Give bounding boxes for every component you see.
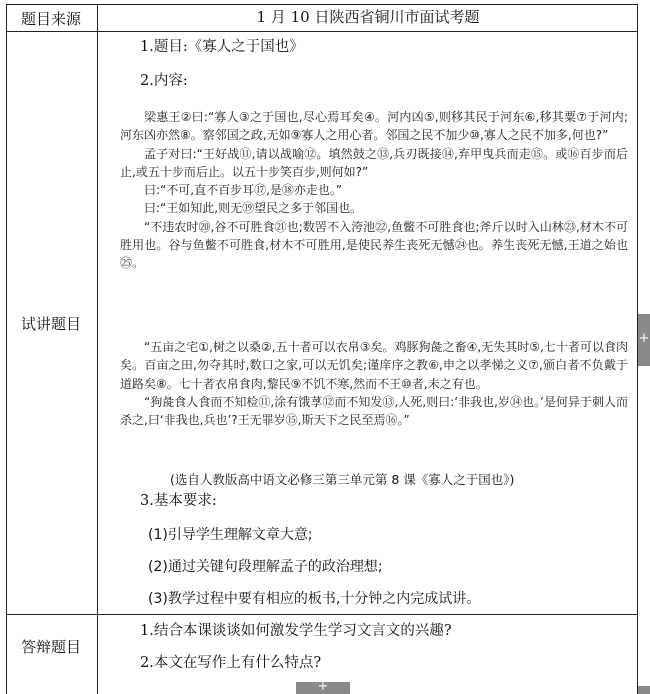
table-column-divider: [97, 4, 98, 694]
passage-paragraph: 梁惠王②曰:“寡人③之于国也,尽心焉耳矣④。河内凶⑤,则移其民于河东⑥,移其粟⑦于河内;河东凶亦然⑧。察邻国之政,无如⑨寡人之用心者。邻国之民不加少⑩,寡人之民不加多,何也?”: [120, 110, 628, 143]
passage-paragraph: 孟子对曰:“王好战⑪,请以战喻⑫。填然鼓之⑬,兵刃既接⑭,弃甲曳兵而走⑮。或⑯百步而后止,或五十步而后止。以五十步笑百步,则何如?”: [120, 146, 628, 179]
table-border-top: [6, 4, 638, 5]
passage-paragraph: 曰:“王如知此,则无⑲望民之多于邻国也。: [144, 201, 363, 216]
lecture-content-heading: 2.内容:: [140, 73, 188, 89]
plus-icon: +: [317, 679, 329, 694]
table-row-divider-2: [6, 614, 638, 615]
passage-paragraph: “不违农时⑳,谷不可胜食㉑也;数罟不入洿池㉒,鱼鳖不可胜食也;斧斤以时入山林㉓,材木不可胜用也。谷与鱼鳖不可胜食,材木不可胜用,是使民养生丧死无憾㉔也。养生丧死无憾,王道之始也㉕。: [120, 219, 628, 271]
bottom-expand-handle[interactable]: [296, 679, 350, 694]
defense-label: 答辩题目: [20, 638, 81, 656]
side-expand-handle[interactable]: [638, 314, 650, 366]
passage-paragraph: 曰:“不可,直不百步耳⑰,是⑱亦走也。”: [144, 183, 343, 198]
defense-question-1: 1.结合本课谈谈如何激发学生学习文言文的兴趣?: [140, 623, 452, 639]
passage-paragraph: “狗彘食人食而不知检⑪,涂有饿莩⑫而不知发⑬,人死,则曰:‘非我也,岁⑭也。’是何异于刺人而杀之,曰‘非我也,兵也’?王无罪岁⑮,斯天下之民至焉⑯。”: [120, 394, 628, 428]
lecture-label: 试讲题目: [20, 315, 81, 333]
table-border-left: [6, 4, 7, 694]
corner-resize-handle[interactable]: [638, 686, 650, 694]
requirement-item: (3)教学过程中要有相应的板书,十分钟之内完成试讲。: [148, 591, 481, 607]
passage-excerpt-2: [120, 338, 628, 429]
passage-excerpt-1: [120, 108, 628, 273]
plus-icon: +: [638, 331, 650, 346]
source-label: 题目来源: [20, 10, 81, 28]
lecture-topic: 1.题目:《寡人之于国也》: [140, 39, 304, 55]
passage-paragraph: “五亩之宅①,树之以桑②,五十者可以衣帛③矣。鸡豚狗彘之畜④,无失其时⑤,七十者可以食肉矣。百亩之田,勿夺其时,数口之家,可以无饥矣;谨庠序之教⑥,申之以孝悌之义⑦,颁白者不负戴于道路矣⑧。七十者衣帛食肉,黎民⑨不饥不寒,然而不王⑩者,未之有也。: [120, 340, 628, 391]
source-value: 1 月 10 日陕西省铜川市面试考题: [256, 8, 480, 26]
requirements-heading: 3.基本要求:: [140, 493, 217, 509]
defense-question-2: 2.本文在写作上有什么特点?: [140, 655, 322, 671]
passage-source: (选自人教版高中语文必修三第三单元第 8 课《寡人之于国也》): [170, 472, 515, 487]
table-row-divider-1: [6, 31, 638, 32]
requirement-item: (2)通过关键句段理解孟子的政治理想;: [148, 559, 383, 575]
requirement-item: (1)引导学生理解文章大意;: [148, 527, 313, 543]
